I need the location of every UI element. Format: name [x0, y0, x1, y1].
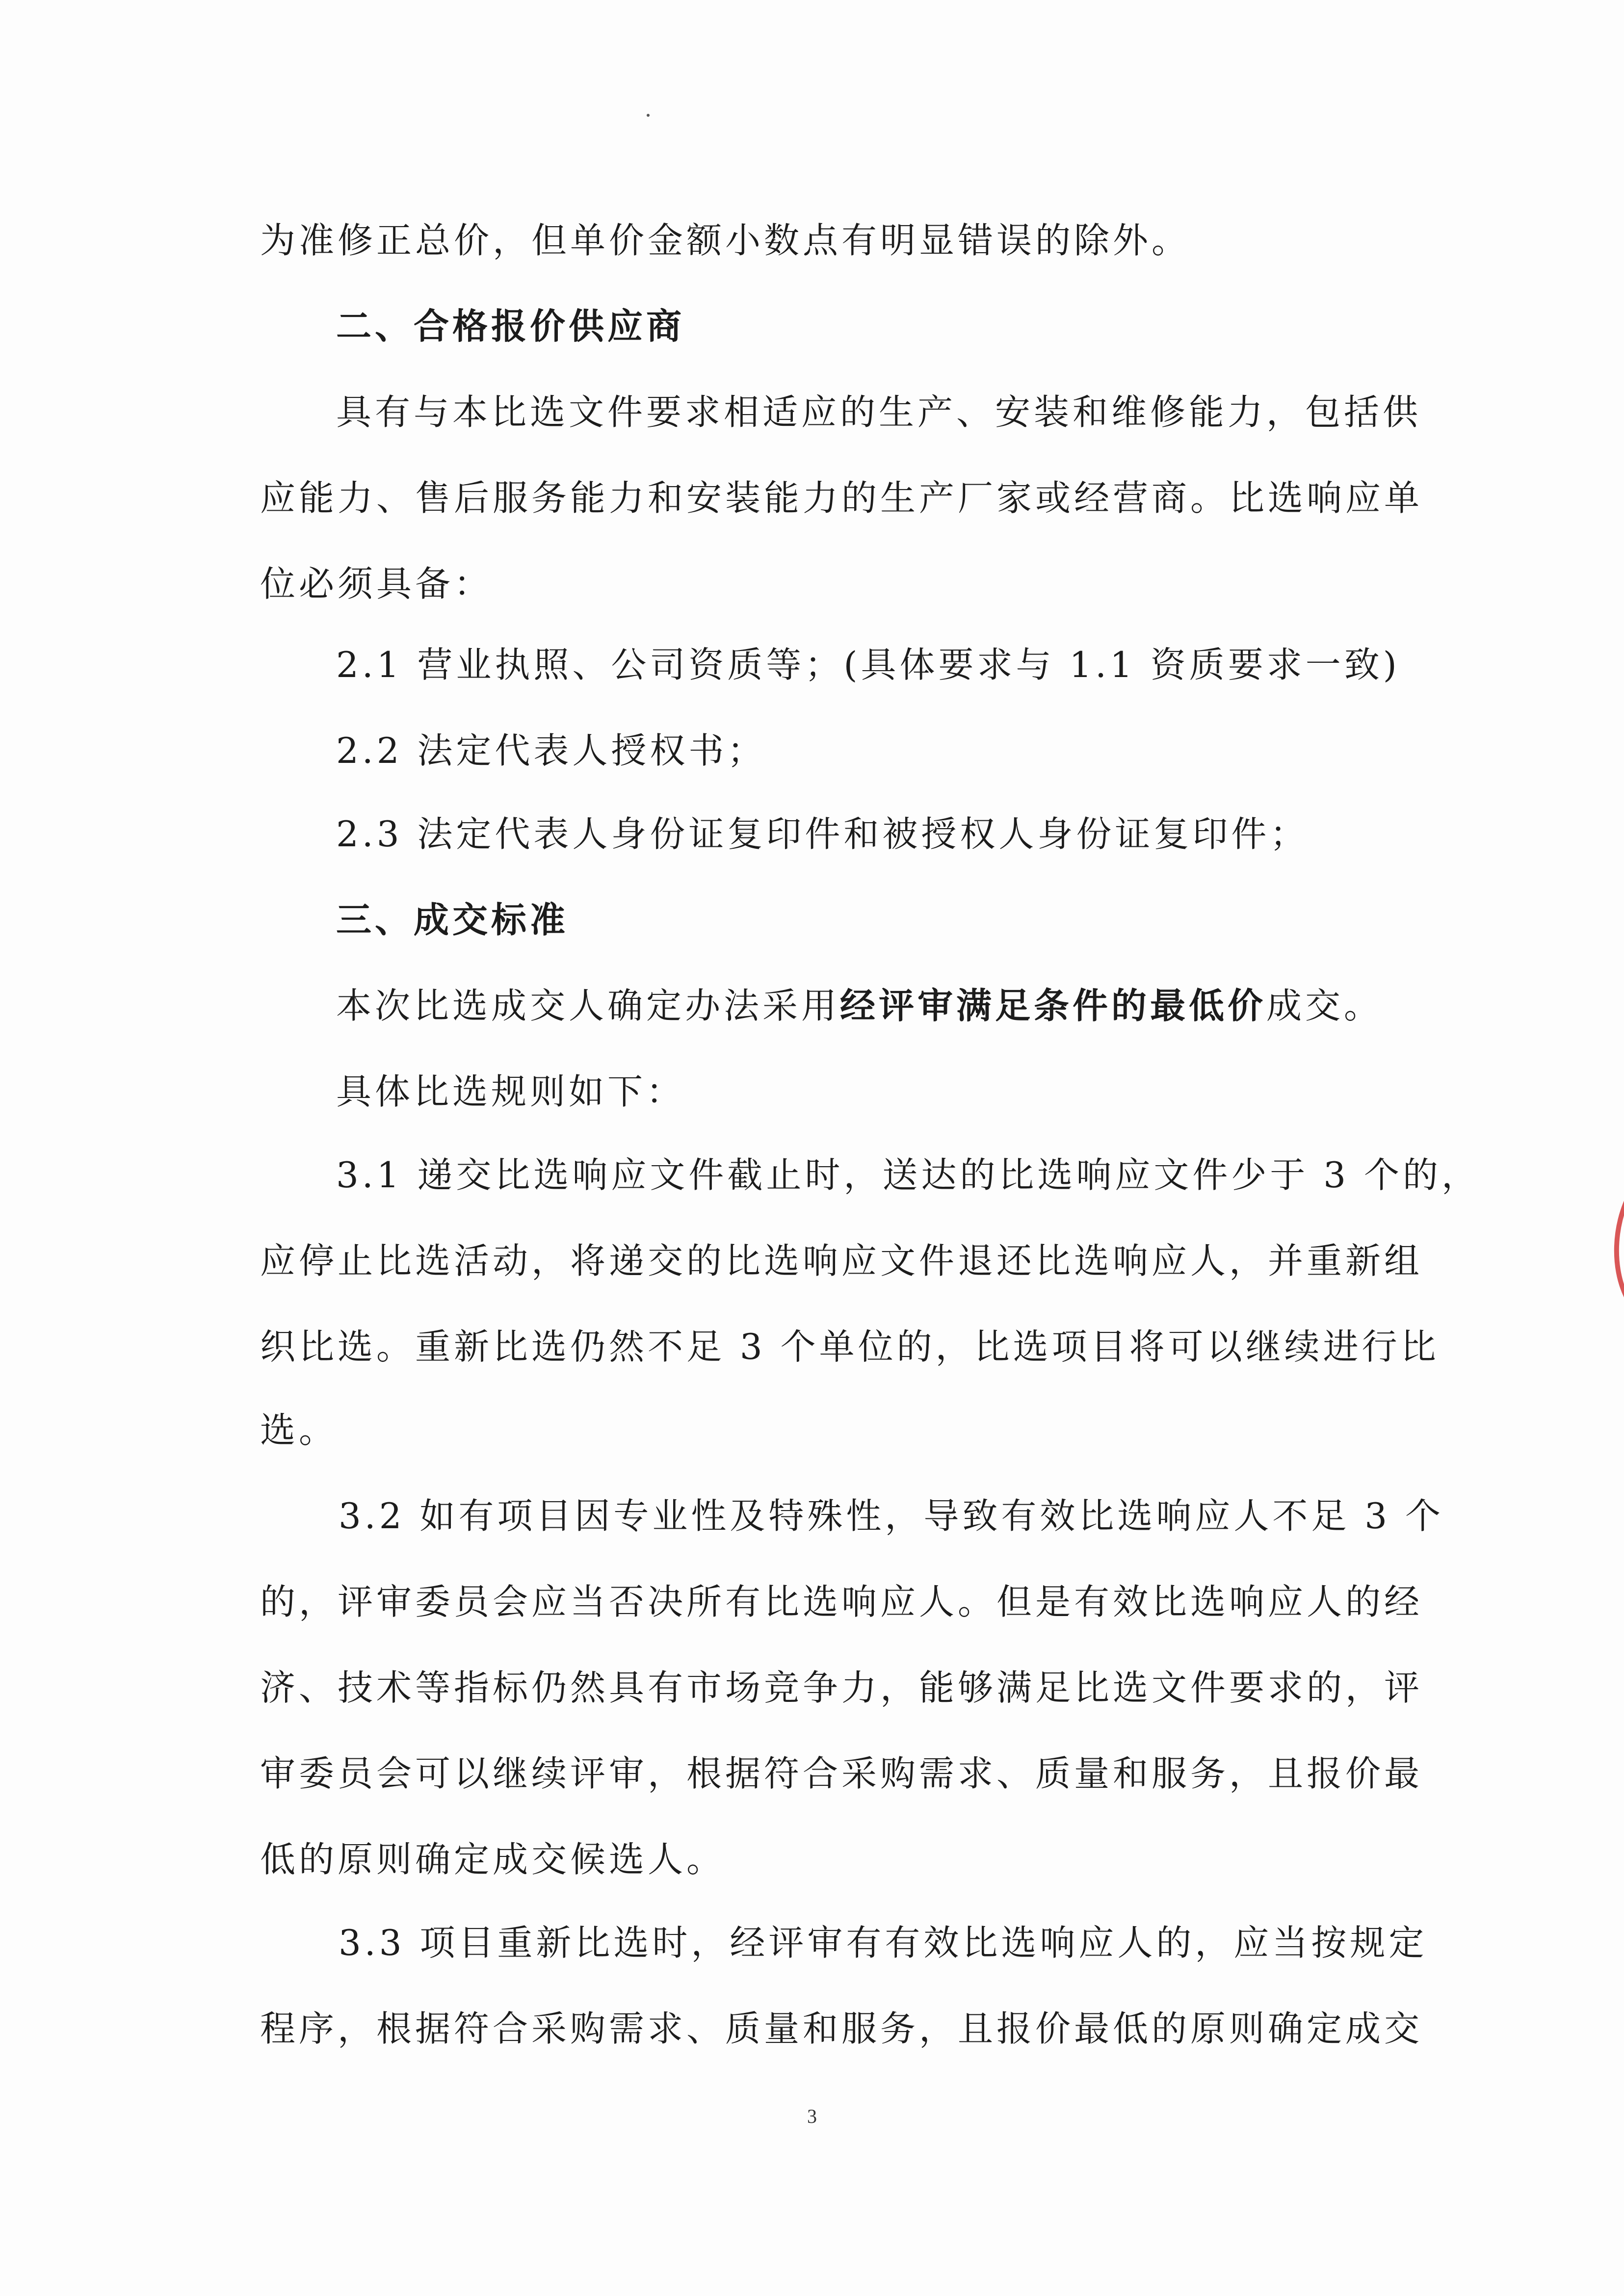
paragraph-line: 济、技术等指标仍然具有市场竞争力，能够满足比选文件要求的，评	[260, 1667, 1423, 1708]
paragraph-line: 3.3 项目重新比选时，经评审有有效比选响应人的，应当按规定	[339, 1922, 1428, 1963]
emphasis-text: 经评审满足条件的最低价	[840, 985, 1267, 1026]
paragraph-line: 低的原则确定成交候选人。	[260, 1839, 726, 1880]
paragraph-line: 具体比选规则如下：	[336, 1071, 685, 1112]
paragraph-line: 应能力、售后服务能力和安装能力的生产厂家或经营商。比选响应单	[260, 477, 1423, 519]
paragraph-line: 位必须具备：	[260, 563, 493, 604]
paragraph-line	[336, 984, 1383, 1028]
paragraph-line: 选。	[260, 1409, 338, 1451]
page-number: 3	[807, 2105, 817, 2127]
list-item: 2.2 法定代表人授权书；	[336, 730, 766, 771]
section-heading: 二、合格报价供应商	[336, 305, 685, 347]
list-item: 2.1 营业执照、公司资质等；(具体要求与 1.1 资质要求一致)	[336, 644, 1400, 685]
paragraph-line: 审委员会可以继续评审，根据符合采购需求、质量和服务，且报价最	[260, 1753, 1423, 1794]
red-seal-stamp-fragment	[1587, 1158, 1624, 1334]
list-item: 2.3 法定代表人身份证复印件和被授权人身份证复印件；	[336, 813, 1309, 855]
paragraph-line: 3.2 如有项目因专业性及特殊性，导致有效比选响应人不足 3 个	[339, 1495, 1444, 1537]
paragraph-line: 程序，根据符合采购需求、质量和服务，且报价最低的原则确定成交	[260, 2008, 1423, 2049]
paragraph-line: 应停止比选活动，将递交的比选响应文件退还比选响应人，并重新组	[260, 1240, 1423, 1281]
paragraph-line: 3.1 递交比选响应文件截止时，送达的比选响应文件少于 3 个的，	[336, 1154, 1480, 1196]
paragraph-line: 具有与本比选文件要求相适应的生产、安装和维修能力，包括供	[336, 391, 1422, 433]
text-run: 成交。	[1266, 985, 1383, 1026]
paragraph-line: 的，评审委员会应当否决所有比选响应人。但是有效比选响应人的经	[260, 1581, 1423, 1622]
text-run: 本次比选成交人确定办法采用	[336, 985, 840, 1026]
paragraph-line: 织比选。重新比选仍然不足 3 个单位的，比选项目将可以继续进行比	[260, 1326, 1440, 1367]
section-heading: 三、成交标准	[336, 899, 569, 940]
paragraph-line: 为准修正总价，但单价金额小数点有明显错误的除外。	[260, 220, 1191, 261]
scan-speck	[647, 114, 650, 117]
